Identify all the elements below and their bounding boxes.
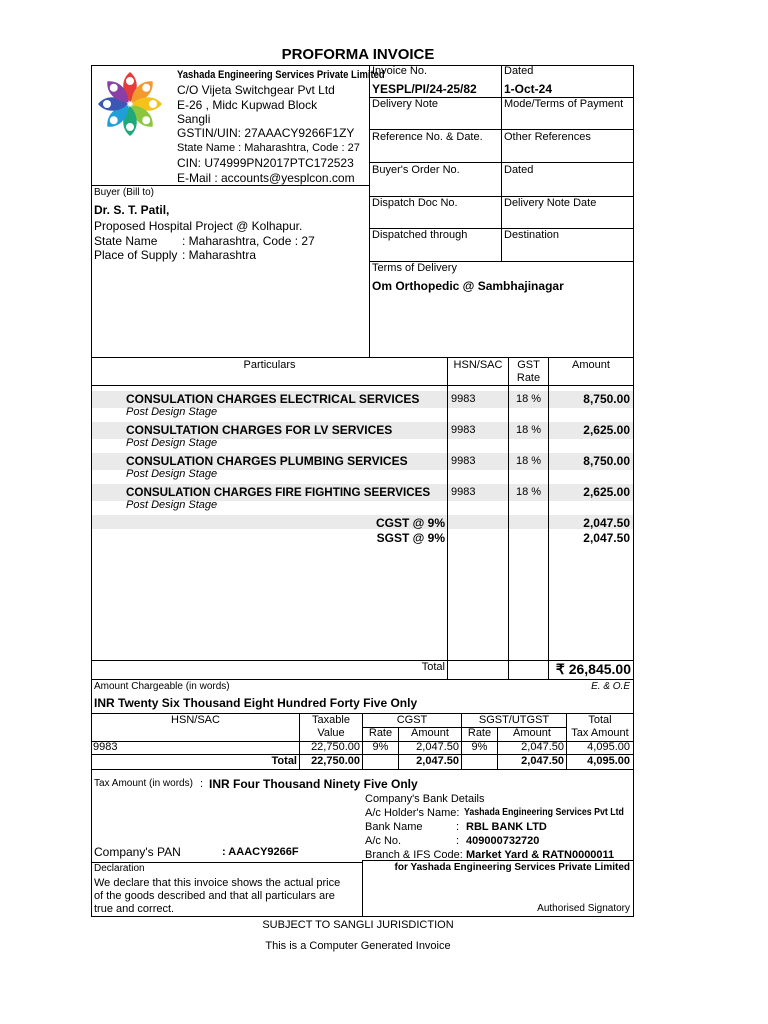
signatory-for: for Yashada Engineering Services Private Limited <box>394 862 630 873</box>
delivery-note-label: Delivery Note <box>372 98 439 110</box>
cgst-amount: 2,047.50 <box>583 516 630 530</box>
item-hsn: 9983 <box>451 393 476 405</box>
hsn-header: HSN/SAC <box>453 359 503 371</box>
bank-acno-colon: : <box>456 835 460 847</box>
tax-row-sgst-rate: 9% <box>471 741 488 753</box>
item-description: CONSULATION CHARGES PLUMBING SERVICES <box>126 454 408 468</box>
item-rate: 18 % <box>515 455 542 467</box>
total-tax-header-2: Tax Amount <box>571 727 629 739</box>
item-rate: 18 % <box>515 486 542 498</box>
tax-total-sgst: 2,047.50 <box>521 755 564 767</box>
terms-delivery: Om Orthopedic @ Sambhajinagar <box>372 279 564 293</box>
item-amount: 2,625.00 <box>583 423 630 437</box>
buyer-supply-label: Place of Supply <box>94 248 178 262</box>
bank-name: RBL BANK LTD <box>466 821 547 833</box>
delivery-note-date-label: Delivery Note Date <box>504 197 597 209</box>
item-hsn: 9983 <box>451 486 476 498</box>
reference-label: Reference No. & Date. <box>372 131 483 143</box>
declaration-text: We declare that this invoice shows the actual price <box>94 877 341 889</box>
tax-row-taxable: 22,750.00 <box>311 741 360 753</box>
declaration-text: true and correct. <box>94 903 175 915</box>
mode-terms-label: Mode/Terms of Payment <box>504 98 624 110</box>
bank-name-colon: : <box>456 821 460 833</box>
company-email: E-Mail : accounts@yesplcon.com <box>177 171 355 185</box>
company-address-line: E-26 , Midc Kupwad Block <box>177 98 318 112</box>
buyer-name: Dr. S. T. Patil, <box>94 203 170 217</box>
amount-in-words: INR Twenty Six Thousand Eight Hundred Forty Five Only <box>94 696 418 710</box>
dispatched-through-label: Dispatched through <box>372 229 468 241</box>
buyers-order-label: Buyer's Order No. <box>372 164 460 176</box>
grand-total: ₹ 26,845.00 <box>555 661 631 677</box>
item-amount: 8,750.00 <box>583 392 630 406</box>
item-subtitle: Post Design Stage <box>126 499 218 511</box>
sgst-amount: 2,047.50 <box>583 531 630 545</box>
company-state: State Name : Maharashtra, Code : 27 <box>177 142 360 154</box>
tax-total-label: Total <box>271 755 297 767</box>
gst-rate-header: Rate <box>516 372 541 384</box>
tax-words-colon: : <box>200 778 204 790</box>
pan-value: : AAACY9266F <box>222 846 299 858</box>
tax-row-cgst-rate: 9% <box>372 741 389 753</box>
item-description: CONSULATION CHARGES FIRE FIGHTING SEERVICES <box>126 485 431 499</box>
company-cin: CIN: U74999PN2017PTC172523 <box>177 156 354 170</box>
company-name: Yashada Engineering Services Private Limited <box>177 69 385 81</box>
total-tax-header: Total <box>588 714 612 726</box>
tax-row-total: 4,095.00 <box>587 741 630 753</box>
jurisdiction: SUBJECT TO SANGLI JURISDICTION <box>262 919 454 931</box>
company-logo <box>92 66 168 142</box>
dispatch-doc-label: Dispatch Doc No. <box>372 197 458 209</box>
sgst-rate-header: Rate <box>467 727 492 739</box>
page-title: PROFORMA INVOICE <box>281 46 435 63</box>
total-label: Total <box>421 661 445 673</box>
item-hsn: 9983 <box>451 455 476 467</box>
declaration-text: of the goods described and that all particulars are <box>94 890 335 902</box>
authorised-signatory: Authorised Signatory <box>537 903 630 914</box>
invoice-no-label: Invoice No. <box>372 65 428 77</box>
bank-holder: Yashada Engineering Services Pvt Ltd <box>464 807 624 818</box>
invoice-date: 1-Oct-24 <box>504 82 553 96</box>
item-subtitle: Post Design Stage <box>126 406 218 418</box>
cgst-label: CGST @ 9% <box>375 516 445 530</box>
bank-acno-label: A/c No. <box>365 835 402 847</box>
buyer-label: Buyer (Bill to) <box>94 187 155 198</box>
item-description: CONSULATION CHARGES ELECTRICAL SERVICES <box>126 392 420 406</box>
bank-branch-label: Branch & IFS Code: <box>365 849 463 861</box>
tax-row-sgst-amt: 2,047.50 <box>521 741 564 753</box>
dated-label: Dated <box>504 65 534 77</box>
taxable-header-2: Value <box>317 727 345 739</box>
company-address-line: Sangli <box>177 112 211 126</box>
item-rate: 18 % <box>515 393 542 405</box>
bank-name-label: Bank Name <box>365 821 423 833</box>
invoice-no: YESPL/PI/24-25/82 <box>372 82 477 96</box>
tax-hsn-header: HSN/SAC <box>171 714 220 726</box>
company-gstin: GSTIN/UIN: 27AAACY9266F1ZY <box>177 126 355 140</box>
company-address-line: C/O Vijeta Switchgear Pvt Ltd <box>177 83 335 97</box>
tax-row-hsn: 9983 <box>93 741 118 753</box>
sgst-label: SGST @ 9% <box>376 531 445 545</box>
item-subtitle: Post Design Stage <box>126 468 218 480</box>
destination-label: Destination <box>504 229 560 241</box>
other-references-label: Other References <box>504 131 591 143</box>
item-rate: 18 % <box>515 424 542 436</box>
tax-total-total: 4,095.00 <box>587 755 630 767</box>
item-hsn: 9983 <box>451 424 476 436</box>
tax-words-label: Tax Amount (in words) <box>94 778 193 789</box>
declaration-label: Declaration <box>94 863 145 874</box>
cgst-header: CGST <box>396 714 428 726</box>
tax-total-taxable: 22,750.00 <box>311 755 360 767</box>
amount-words-label: Amount Chargeable (in words) <box>94 681 230 692</box>
buyer-project: Proposed Hospital Project @ Kolhapur. <box>94 219 303 233</box>
bank-heading: Company's Bank Details <box>365 793 485 805</box>
computer-generated-note: This is a Computer Generated Invoice <box>265 940 451 952</box>
cgst-rate-header: Rate <box>368 727 393 739</box>
item-subtitle: Post Design Stage <box>126 437 218 449</box>
particulars-header: Particulars <box>243 359 296 371</box>
item-amount: 2,625.00 <box>583 485 630 499</box>
bank-acno: 409000732720 <box>466 835 540 847</box>
buyers-dated-label: Dated <box>504 164 534 176</box>
sgst-header: SGST/UTGST <box>478 714 550 726</box>
pan-label: Company's PAN <box>94 845 181 859</box>
amount-header: Amount <box>572 359 610 371</box>
bank-branch: Market Yard & RATN0000011 <box>466 849 615 861</box>
item-description: CONSULTATION CHARGES FOR LV SERVICES <box>126 423 393 437</box>
bank-holder-label: A/c Holder's Name: <box>365 807 460 819</box>
cgst-amount-header: Amount <box>411 727 449 739</box>
tax-row-cgst-amt: 2,047.50 <box>416 741 459 753</box>
eoe-label: E. & O.E <box>591 681 630 692</box>
buyer-supply-value: : Maharashtra <box>182 248 257 262</box>
item-amount: 8,750.00 <box>583 454 630 468</box>
buyer-state-value: : Maharashtra, Code : 27 <box>182 234 315 248</box>
terms-delivery-label: Terms of Delivery <box>372 262 457 274</box>
gst-header: GST <box>517 359 540 371</box>
tax-total-cgst: 2,047.50 <box>416 755 459 767</box>
sgst-amount-header: Amount <box>513 727 551 739</box>
taxable-header: Taxable <box>312 714 350 726</box>
buyer-state-label: State Name <box>94 234 158 248</box>
tax-in-words: INR Four Thousand Ninety Five Only <box>209 777 418 791</box>
